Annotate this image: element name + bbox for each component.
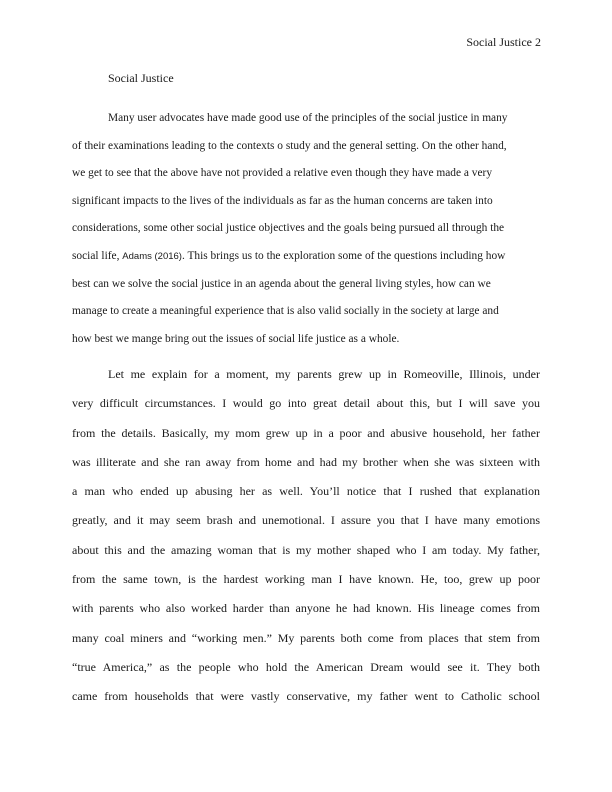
text-line	[72, 653, 540, 682]
text-content: with parents who also worked harder than anyone he had known. His lineage comes from	[72, 601, 540, 616]
text-line	[72, 565, 540, 594]
paragraph-personal	[72, 360, 540, 712]
text-line	[72, 506, 540, 535]
text-line: manage to create a meaningful experience that is also valid socially in the society at large and	[72, 305, 499, 318]
text-content: about this and the amazing woman that is my mother shaped who I am today. My father,	[72, 542, 540, 557]
text-content: many coal miners and “working men.” My parents both come from places that stem from	[72, 630, 540, 645]
text-line: significant impacts to the lives of the individuals as far as the human concerns are taken into	[72, 194, 493, 207]
text-line	[72, 624, 540, 653]
text-line	[72, 682, 540, 711]
text-line: how best we mange bring out the issues of social life justice as a whole.	[72, 332, 400, 345]
citation: Adams (2016)	[122, 250, 182, 262]
text-fragment: social life,	[72, 249, 123, 262]
text-content: from the same town, is the hardest working man I have known. He, too, grew up poor	[72, 572, 540, 587]
document-title: Social Justice	[108, 71, 174, 85]
text-content: a man who ended up abusing her as well. You’ll notice that I rushed that explanation	[72, 484, 540, 499]
text-line: of their examinations leading to the contexts o study and the general setting. On the other hand,	[72, 139, 507, 152]
text-line	[72, 419, 540, 448]
text-line: Many user advocates have made good use of the principles of the social justice in many	[108, 112, 508, 124]
text-line	[72, 477, 540, 506]
text-content: was illiterate and she ran away from home and had my brother when she was sixteen with	[72, 454, 540, 469]
text-line	[72, 360, 540, 389]
text-line	[72, 594, 540, 623]
text-content: from the details. Basically, my mom grew up in a poor and abusive household, her father	[72, 425, 540, 440]
text-line: we get to see that the above have not provided a relative even though they have made a very	[72, 167, 493, 180]
running-head: Social Justice 2	[466, 35, 541, 49]
text-content: “true America,” as the people who hold the American Dream would see it. They both	[72, 659, 540, 674]
text-line	[72, 389, 540, 418]
text-fragment: . This brings us to the exploration some of the questions including how	[181, 249, 506, 262]
text-line: best can we solve the social justice in an agenda about the general living styles, how can we	[72, 277, 491, 290]
text-line	[72, 536, 540, 565]
text-content: came from households that were vastly conservative, my father went to Catholic school	[72, 689, 540, 704]
text-line	[72, 448, 540, 477]
text-line-with-citation	[72, 243, 542, 271]
text-content: very difficult circumstances. I would go into great detail about this, but I will save you	[72, 396, 540, 411]
text-content: greatly, and it may seem brash and unemotional. I assure you that I have many emotions	[72, 513, 540, 528]
text-content: Let me explain for a moment, my parents grew up in Romeoville, Illinois, under	[108, 367, 540, 381]
text-line: considerations, some other social justice objectives and the goals being pursued all through the	[72, 222, 505, 235]
paragraph-intro	[72, 105, 542, 353]
